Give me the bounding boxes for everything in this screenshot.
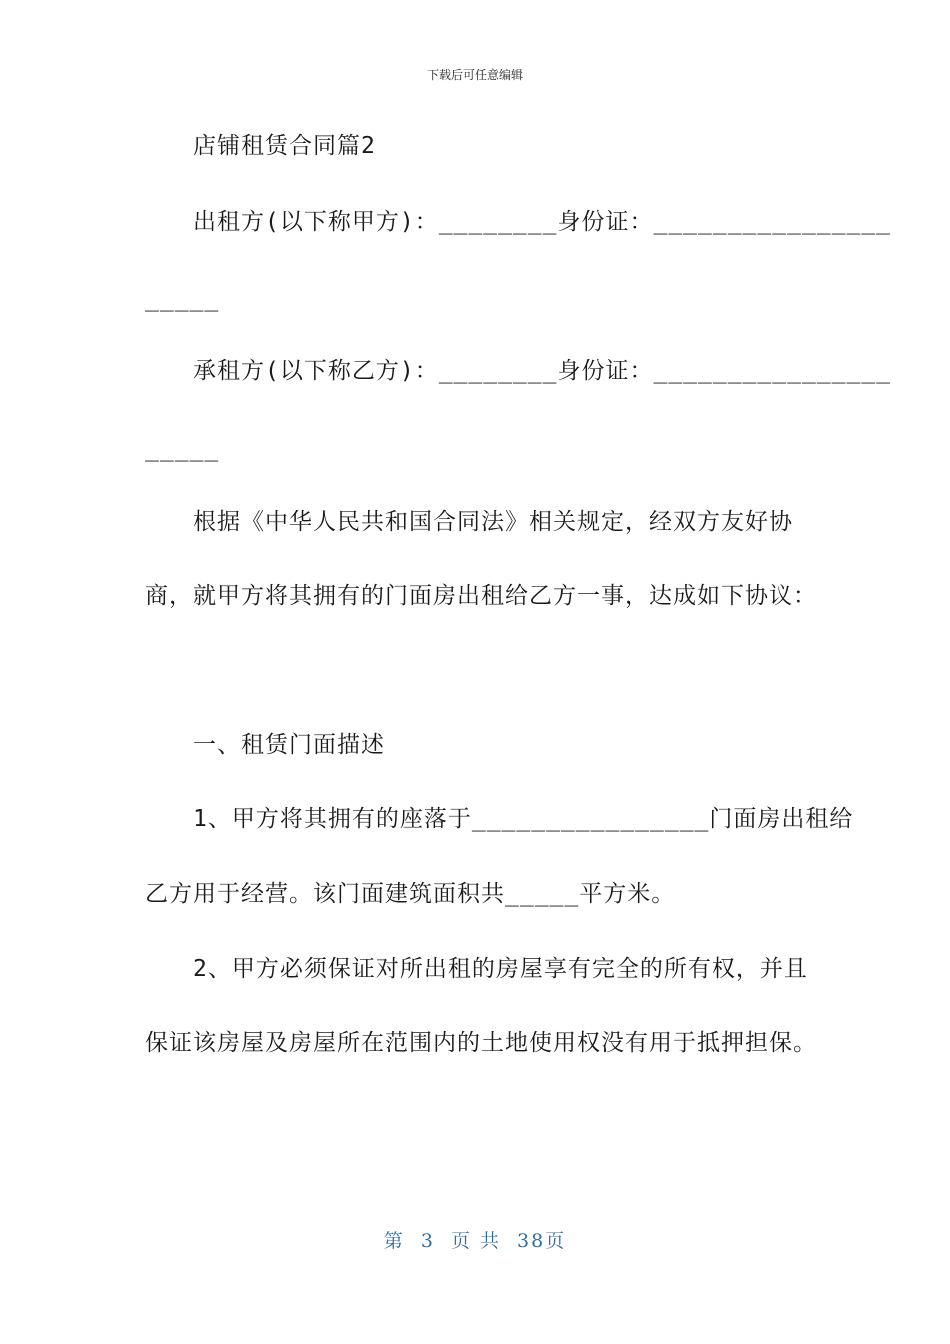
footer-total-pages: 38页 — [517, 1230, 567, 1252]
intro-paragraph-line-2: 商，就甲方将其拥有的门面房出租给乙方一事，达成如下协议： — [145, 583, 817, 609]
lessor-line-continuation: _____ — [145, 286, 220, 312]
section-heading: 一、租赁门面描述 — [193, 732, 385, 758]
clause-2-line-1: 2、甲方必须保证对所出租的房屋享有完全的所有权，并且 — [193, 956, 808, 982]
footer-current-page: 3 — [420, 1230, 435, 1252]
clause-1-line-2: 乙方用于经营。该门面建筑面积共_____平方米。 — [145, 881, 676, 907]
footer-middle: 页 共 — [450, 1230, 501, 1252]
lessee-line-continuation: _____ — [145, 436, 220, 462]
clause-1-line-1: 1、甲方将其拥有的座落于________________门面房出租给 — [193, 806, 854, 832]
clause-2-line-2: 保证该房屋及房屋所在范围内的土地使用权没有用于抵押担保。 — [145, 1030, 817, 1056]
lessee-line: 承租方(以下称乙方)：________身份证：________________ — [193, 358, 892, 384]
lessor-line: 出租方(以下称甲方)：________身份证：________________ — [193, 209, 892, 235]
intro-paragraph-line-1: 根据《中华人民共和国合同法》相关规定，经双方友好协 — [193, 509, 793, 535]
page-footer — [0, 1226, 950, 1253]
document-title: 店铺租赁合同篇2 — [193, 133, 376, 159]
footer-prefix: 第 — [383, 1230, 405, 1252]
header-note: 下载后可任意编辑 — [426, 68, 523, 82]
